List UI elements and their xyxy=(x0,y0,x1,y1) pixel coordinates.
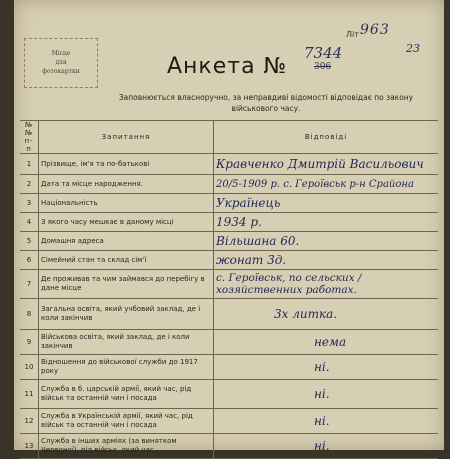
table-header-row xyxy=(20,121,438,154)
anketa-number: 7344 xyxy=(304,44,343,62)
table-row xyxy=(20,175,438,194)
form-instructions: Заповнюється власноручно, за неправдиві відомості відповідає по закону військового часу. xyxy=(118,93,414,113)
row-number: 11 xyxy=(20,380,39,409)
question-cell: Служба в Українській армії, який час, рід військ та останній чин і посада xyxy=(39,409,214,434)
question-cell: Дата та місце народження. xyxy=(39,175,214,194)
table-row xyxy=(20,380,438,409)
answer-cell: 1934 р. xyxy=(214,213,439,232)
row-number: 4 xyxy=(20,213,39,232)
page-corner-number: 23 xyxy=(406,42,420,55)
answer-cell: ні. xyxy=(214,434,439,459)
row-number: 1 xyxy=(20,154,39,175)
question-cell: Відношення до військової служби до 1917 року xyxy=(39,355,214,380)
row-number: 10 xyxy=(20,355,39,380)
answer-cell: жонат 3д. xyxy=(214,251,439,270)
lit-label: Літ xyxy=(346,30,359,39)
column-header-question: Запитання xyxy=(39,121,214,154)
row-number: 5 xyxy=(20,232,39,251)
table-row xyxy=(20,330,438,355)
lit-number: 963 xyxy=(360,22,390,38)
question-cell: Військова освіта, який заклад, де і коли закінчив xyxy=(39,330,214,355)
row-number: 12 xyxy=(20,409,39,434)
question-cell: Прізвище, ім'я та по-батькові xyxy=(39,154,214,175)
table-row xyxy=(20,194,438,213)
answer-cell: нема xyxy=(214,330,439,355)
answer-cell: ні. xyxy=(214,409,439,434)
question-cell: Сімейний стан та склад сім'ї xyxy=(39,251,214,270)
question-cell: Служба в інших арміях (за винятком Червоної), рід військ, який час xyxy=(39,434,214,459)
table-row xyxy=(20,270,438,299)
questionnaire-sheet xyxy=(14,0,444,454)
table-row xyxy=(20,154,438,175)
table-row xyxy=(20,213,438,232)
question-cell: Де проживав та чим займався до перебігу в дане місце xyxy=(39,270,214,299)
answer-cell: Вільшана 60. xyxy=(214,232,439,251)
question-cell: Загальна освіта, який учбовий заклад, де і коли закінчив xyxy=(39,299,214,330)
anketa-old-number: 306 xyxy=(314,62,332,72)
form-title: Анкета № xyxy=(167,54,288,79)
photo-placeholder xyxy=(24,38,98,88)
question-cell: Національність xyxy=(39,194,214,213)
table-row xyxy=(20,355,438,380)
row-number: 13 xyxy=(20,434,39,459)
table-row xyxy=(20,232,438,251)
table-row xyxy=(20,434,438,459)
answer-cell: ні. xyxy=(214,355,439,380)
photo-label-line: фотокартки xyxy=(42,68,80,75)
answer-cell: ні. xyxy=(214,380,439,409)
table-row xyxy=(20,299,438,330)
questionnaire-table xyxy=(20,120,438,459)
row-number: 2 xyxy=(20,175,39,194)
answer-cell: 3х литка. xyxy=(214,299,439,330)
column-header-answer: Відповіді xyxy=(214,121,439,154)
question-cell: Домашня адреса xyxy=(39,232,214,251)
row-number: 7 xyxy=(20,270,39,299)
table-row xyxy=(20,409,438,434)
row-number: 8 xyxy=(20,299,39,330)
answer-cell: Кравченко Дмитрій Васильович xyxy=(214,154,439,175)
table-row xyxy=(20,251,438,270)
photo-label-line: для xyxy=(55,59,67,66)
answer-cell: Українець xyxy=(214,194,439,213)
answer-cell: с. Героївськ, по сельских / хозяйственних работах. xyxy=(214,270,439,299)
row-number: 9 xyxy=(20,330,39,355)
question-cell: Служба в б. царській армії, який час, рід військ та останній чин і посада xyxy=(39,380,214,409)
question-cell: З якого часу мешкає в даному місці xyxy=(39,213,214,232)
photo-label-line: Місце xyxy=(51,50,71,57)
column-header-number: №№ п-п xyxy=(20,121,39,154)
row-number: 6 xyxy=(20,251,39,270)
row-number: 3 xyxy=(20,194,39,213)
answer-cell: 20/5-1909 р. с. Героївськ р-н Срайона xyxy=(214,175,439,194)
